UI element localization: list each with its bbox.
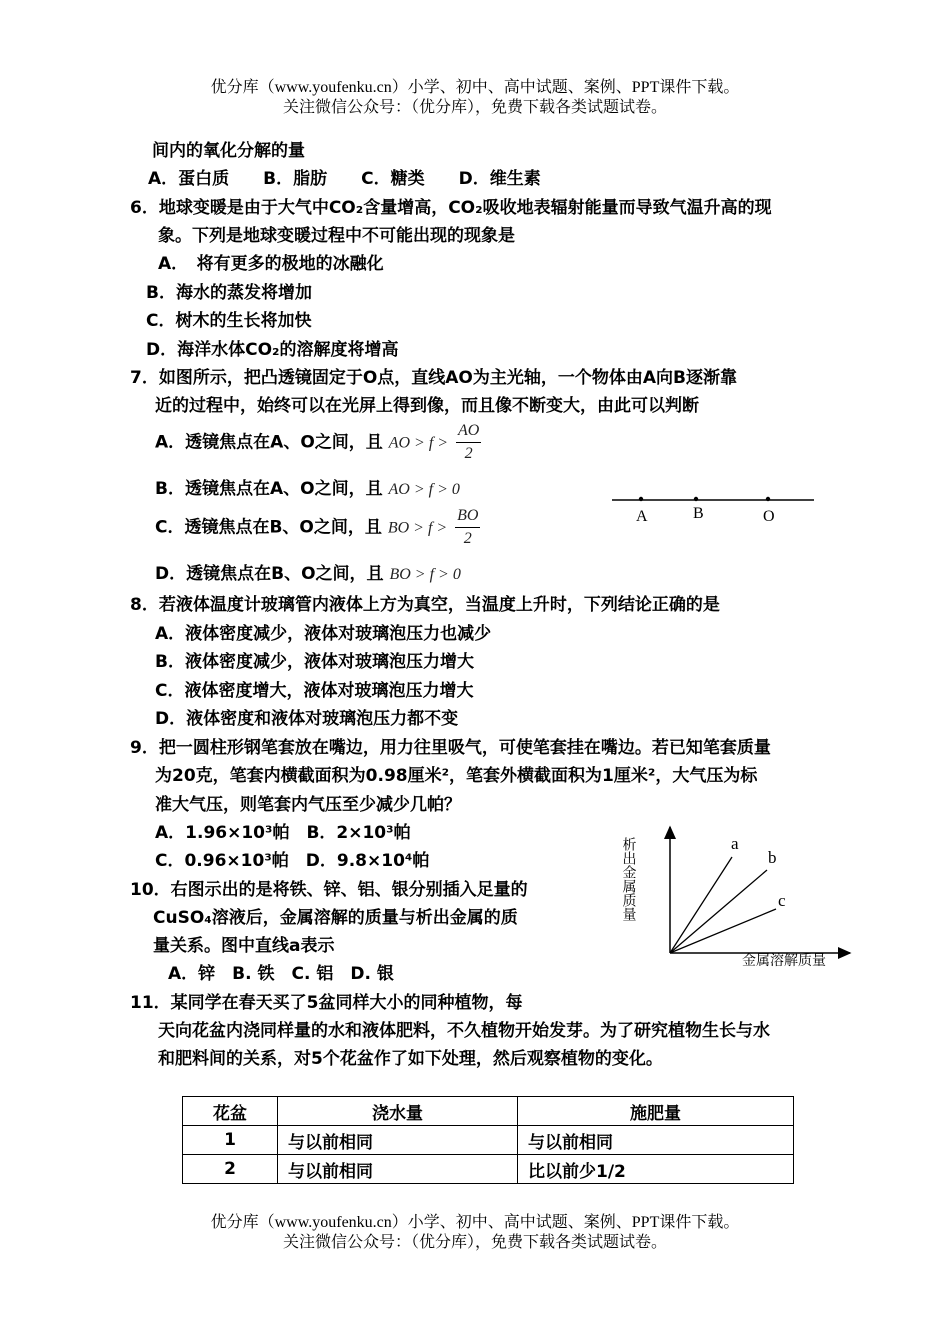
q8-option-b: B．液体密度减少，液体对玻璃泡压力增大 bbox=[155, 652, 474, 672]
q11-pot-table bbox=[182, 1096, 794, 1184]
q7-option-a-math: AO > f > bbox=[388, 434, 449, 452]
q7-option-c-denominator: 2 bbox=[463, 530, 472, 547]
q7-option-a-text: A．透镜焦点在A、O之间，且 bbox=[155, 432, 383, 453]
q11-stem-line-2: 天向花盆内浇同样量的水和液体肥料，不久植物开始发芽。为了研究植物生长与水 bbox=[158, 1021, 770, 1041]
q7-lens-axis-figure bbox=[610, 488, 820, 528]
q9-stem-line-1: 9．把一圆柱形钢笔套放在嘴边，用力往里吸气，可使笔套挂在嘴边。若已知笔套质量 bbox=[130, 738, 771, 758]
q5-stem-continuation: 间内的氧化分解的量 bbox=[152, 141, 305, 161]
q7-option-a-denominator: 2 bbox=[464, 445, 473, 462]
point-o-label: O bbox=[763, 508, 775, 525]
q7-option-d-math: BO > f > 0 bbox=[389, 566, 461, 583]
q9-stem-line-3: 准大气压，则笔套内气压至少减少几帕？ bbox=[155, 795, 461, 815]
q8-stem: 8．若液体温度计玻璃管内液体上方为真空，当温度上升时，下列结论正确的是 bbox=[130, 595, 720, 615]
table-header-row bbox=[183, 1097, 794, 1126]
point-b-label: B bbox=[693, 505, 704, 522]
table-row bbox=[183, 1155, 794, 1184]
line-a-label: a bbox=[731, 834, 739, 853]
header-fertilizer: 施肥量 bbox=[518, 1097, 794, 1126]
x-axis-label: 金属溶解质量 bbox=[742, 954, 826, 969]
page-footer-line-1: 优分库（www.youfenku.cn）小学、初中、高中试题、案例、PPT课件下载。 bbox=[210, 1214, 740, 1231]
y-axis-label: 析出金属质量 bbox=[620, 837, 636, 921]
q7-option-b-text: B．透镜焦点在A、O之间，且 bbox=[155, 479, 383, 499]
point-a-label: A bbox=[636, 508, 648, 525]
q10-stem-line-1: 10．右图示出的是将铁、锌、铝、银分别插入足量的 bbox=[130, 880, 528, 900]
q6-option-b: B．海水的蒸发将增加 bbox=[146, 283, 312, 303]
q6-option-c: C．树木的生长将加快 bbox=[146, 311, 312, 331]
q6-option-a: A． 将有更多的极地的冰融化 bbox=[158, 254, 384, 274]
line-c-label: c bbox=[778, 891, 786, 910]
cell-water: 与以前相同 bbox=[278, 1126, 518, 1155]
q6-stem-line-1: 6．地球变暖是由于大气中CO₂含量增高，CO₂吸收地表辐射能量而导致气温升高的现 bbox=[130, 198, 772, 218]
q8-option-a: A．液体密度减少，液体对玻璃泡压力也减少 bbox=[155, 624, 492, 644]
point-o-dot bbox=[766, 497, 770, 501]
q7-stem-line-2: 近的过程中，始终可以在光屏上得到像，而且像不断变大，由此可以判断 bbox=[155, 396, 699, 416]
q7-option-a bbox=[155, 420, 481, 465]
q7-option-c-numerator: BO bbox=[455, 505, 480, 528]
q7-option-b bbox=[155, 474, 460, 499]
page-header-line-1: 优分库（www.youfenku.cn）小学、初中、高中试题、案例、PPT课件下载。 bbox=[210, 79, 740, 96]
header-water: 浇水量 bbox=[278, 1097, 518, 1126]
q7-option-c-text: C．透镜焦点在B、O之间，且 bbox=[155, 517, 382, 538]
q11-stem-line-3: 和肥料间的关系，对5个花盆作了如下处理，然后观察植物的变化。 bbox=[158, 1049, 663, 1069]
page-header-line-2: 关注微信公众号：（优分库），免费下载各类试题试卷。 bbox=[282, 99, 667, 116]
q7-option-d bbox=[155, 559, 461, 584]
q10-stem-line-3: 量关系。图中直线a表示 bbox=[153, 936, 335, 956]
point-b-dot bbox=[694, 497, 698, 501]
point-a-dot bbox=[639, 497, 643, 501]
q7-stem-line-1: 7．如图所示，把凸透镜固定于O点，直线AO为主光轴，一个物体由A向B逐渐靠 bbox=[130, 368, 738, 388]
q6-option-d: D．海洋水体CO₂的溶解度将增高 bbox=[146, 340, 399, 360]
cell-fertilizer: 与以前相同 bbox=[518, 1126, 794, 1155]
q10-stem-line-2: CuSO₄溶液后，金属溶解的质量与析出金属的质 bbox=[153, 908, 518, 928]
q8-option-c: C．液体密度增大，液体对玻璃泡压力增大 bbox=[155, 681, 474, 701]
q11-stem-line-1: 11．某同学在春天买了5盆同样大小的同种植物，每 bbox=[130, 993, 523, 1013]
page-footer-line-2: 关注微信公众号：（优分库），免费下载各类试题试卷。 bbox=[282, 1234, 667, 1251]
q8-option-d: D．液体密度和液体对玻璃泡压力都不变 bbox=[155, 709, 459, 729]
line-c bbox=[670, 909, 776, 953]
q9-stem-line-2: 为20克，笔套内横截面积为0.98厘米²，笔套外横截面积为1厘米²，大气压为标 bbox=[155, 766, 758, 786]
q5-options: A．蛋白质 B．脂肪 C．糖类 D．维生素 bbox=[148, 169, 541, 189]
q9-options-cd: C．0.96×10³帕 D．9.8×10⁴帕 bbox=[155, 851, 430, 871]
line-b bbox=[670, 870, 767, 953]
q7-option-c-fraction bbox=[455, 505, 480, 550]
q7-option-c-math: BO > f > bbox=[387, 519, 448, 537]
line-a bbox=[670, 857, 732, 953]
cell-water: 与以前相同 bbox=[278, 1155, 518, 1184]
q7-option-b-math: AO > f > 0 bbox=[388, 481, 460, 498]
q7-option-a-fraction bbox=[456, 420, 481, 465]
header-pot: 花盆 bbox=[183, 1097, 278, 1126]
q6-stem-line-2: 象。下列是地球变暖过程中不可能出现的现象是 bbox=[158, 226, 515, 246]
line-b-label: b bbox=[768, 848, 777, 867]
cell-pot: 2 bbox=[183, 1155, 278, 1184]
q9-options-ab: A．1.96×10³帕 B．2×10³帕 bbox=[155, 823, 411, 843]
q7-option-d-text: D．透镜焦点在B、O之间，且 bbox=[155, 564, 384, 584]
q10-options: A．锌 B. 铁 C. 铝 D. 银 bbox=[168, 964, 394, 984]
cell-fertilizer: 比以前少1/2 bbox=[518, 1155, 794, 1184]
q10-metal-graph bbox=[610, 815, 855, 975]
q7-option-a-numerator: AO bbox=[456, 420, 481, 443]
table-row bbox=[183, 1126, 794, 1155]
q7-option-c bbox=[155, 505, 480, 550]
cell-pot: 1 bbox=[183, 1126, 278, 1155]
